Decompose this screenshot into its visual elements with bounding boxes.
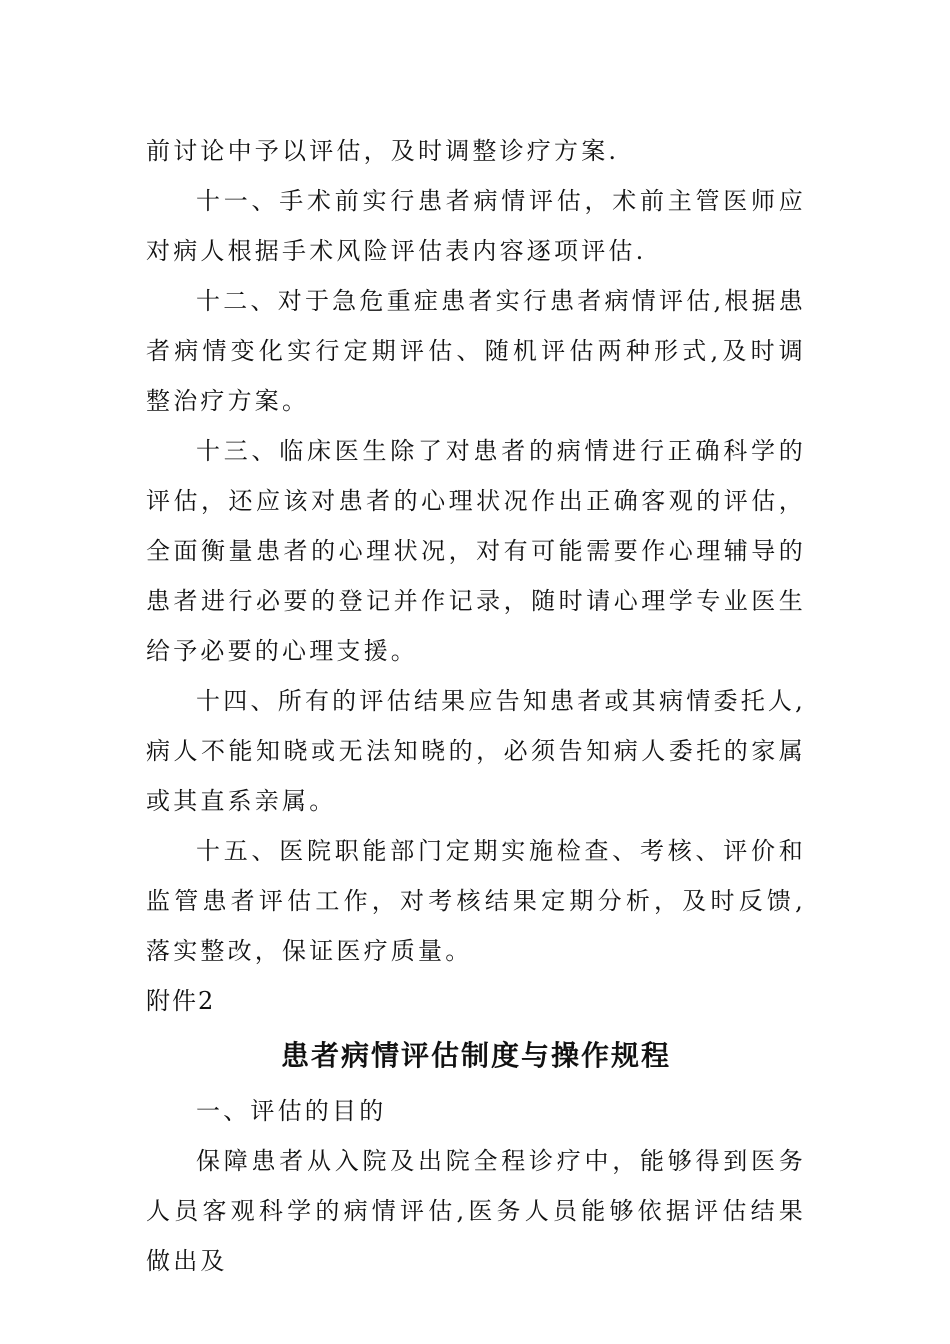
paragraph-item-11: 十一、手术前实行患者病情评估，术前主管医师应对病人根据手术风险评估表内容逐项评估. (146, 187, 806, 265)
paragraph-item-12: 十二、对于急危重症患者实行患者病情评估,根据患者病情变化实行定期评估、随机评估两种形式,及时调整治疗方案。 (146, 287, 806, 415)
paragraph-continuation: 前讨论中予以评估，及时调整诊疗方案. (146, 137, 620, 165)
section-heading-purpose: 一、评估的目的 (196, 1097, 387, 1125)
paragraph-item-14: 十四、所有的评估结果应告知患者或其病情委托人,病人不能知晓或无法知晓的，必须告知病人委托的家属或其直系亲属。 (146, 687, 806, 815)
document-title: 患者病情评估制度与操作规程 (280, 1039, 671, 1072)
document-page (146, 126, 806, 1286)
paragraph-item-15: 十五、医院职能部门定期实施检查、考核、评价和监管患者评估工作，对考核结果定期分析，及时反馈,落实整改，保证医疗质量。 (146, 837, 806, 965)
paragraph-purpose-body: 保障患者从入院及出院全程诊疗中，能够得到医务人员客观科学的病情评估,医务人员能够依据评估结果做出及 (146, 1147, 806, 1275)
paragraph-item-13: 十三、临床医生除了对患者的病情进行正确科学的评估，还应该对患者的心理状况作出正确客观的评估，全面衡量患者的心理状况，对有可能需要作心理辅导的患者进行必要的登记并作记录，随时请心理学专业医生给予必要的心理支援。 (146, 437, 806, 665)
attachment-label: 附件2 (146, 987, 216, 1015)
